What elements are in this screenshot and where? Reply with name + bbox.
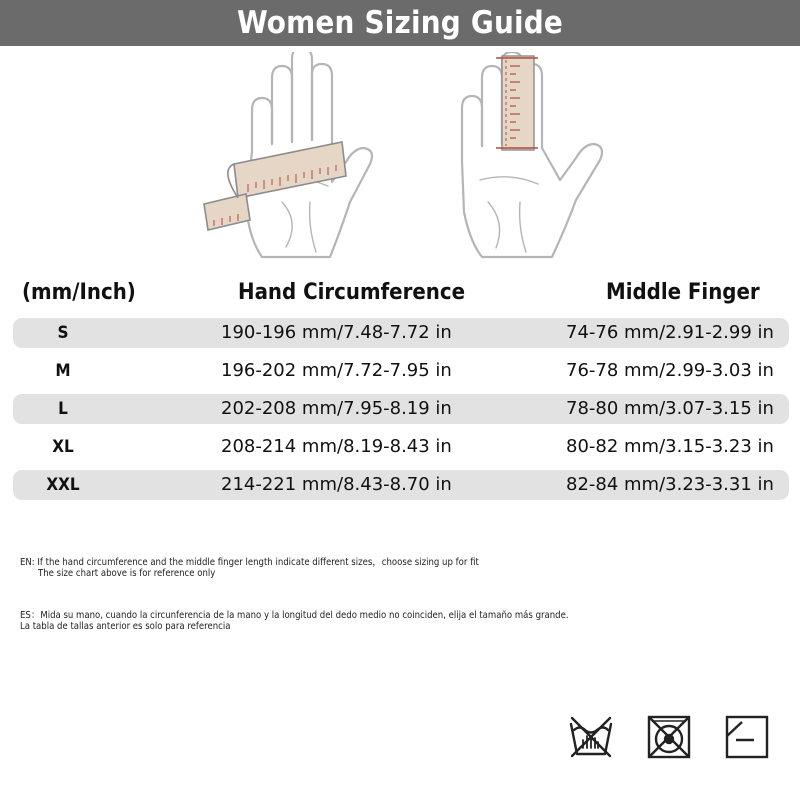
note-es-line1: ES：Mida su mano, cuando la circunferencia de la mano y la longitud del dedo medio no coinciden, elija el tamaño más grande. xyxy=(20,610,569,621)
hand-circumference-value: 208-214 mm/8.19-8.43 in xyxy=(221,436,452,457)
table-row xyxy=(13,394,789,424)
table-row xyxy=(13,432,789,462)
middle-finger-value: 74-76 mm/2.91-2.99 in xyxy=(566,322,774,343)
hand-circumference-value: 202-208 mm/7.95-8.19 in xyxy=(221,398,452,419)
middle-finger-value: 82-84 mm/3.23-3.31 in xyxy=(566,474,774,495)
note-en-line2: The size chart above is for reference only xyxy=(38,568,216,579)
do-not-wash-icon xyxy=(568,714,614,760)
hand-circumference-measure-icon xyxy=(190,52,390,262)
note-en-line1: EN: If the hand circumference and the middle finger length indicate different sizes，choose sizing up for fit xyxy=(20,557,479,568)
do-not-tumble-dry-icon xyxy=(646,714,692,760)
column-header-hand-circumference: Hand Circumference xyxy=(238,280,466,305)
header-bar xyxy=(0,0,800,46)
size-label: XXL xyxy=(46,475,80,495)
size-label: S xyxy=(57,323,69,343)
middle-finger-value: 76-78 mm/2.99-3.03 in xyxy=(566,360,774,381)
middle-finger-value: 80-82 mm/3.15-3.23 in xyxy=(566,436,774,457)
table-row xyxy=(13,318,789,348)
page-title: Women Sizing Guide xyxy=(236,5,564,41)
size-label: M xyxy=(55,361,71,381)
column-header-middle-finger: Middle Finger xyxy=(606,280,760,305)
size-label: XL xyxy=(52,437,74,457)
note-es-line2: La tabla de tallas anterior es solo para referencia xyxy=(20,621,231,632)
hand-circumference-value: 190-196 mm/7.48-7.72 in xyxy=(221,322,452,343)
middle-finger-measure-icon xyxy=(440,52,610,262)
hand-circumference-value: 196-202 mm/7.72-7.95 in xyxy=(221,360,452,381)
hand-circumference-value: 214-221 mm/8.43-8.70 in xyxy=(221,474,452,495)
column-header-unit: (mm/Inch) xyxy=(22,280,136,305)
table-row xyxy=(13,356,789,386)
middle-finger-value: 78-80 mm/3.07-3.15 in xyxy=(566,398,774,419)
table-row xyxy=(13,470,789,500)
flat-dry-icon xyxy=(724,714,770,760)
size-label: L xyxy=(58,399,68,419)
